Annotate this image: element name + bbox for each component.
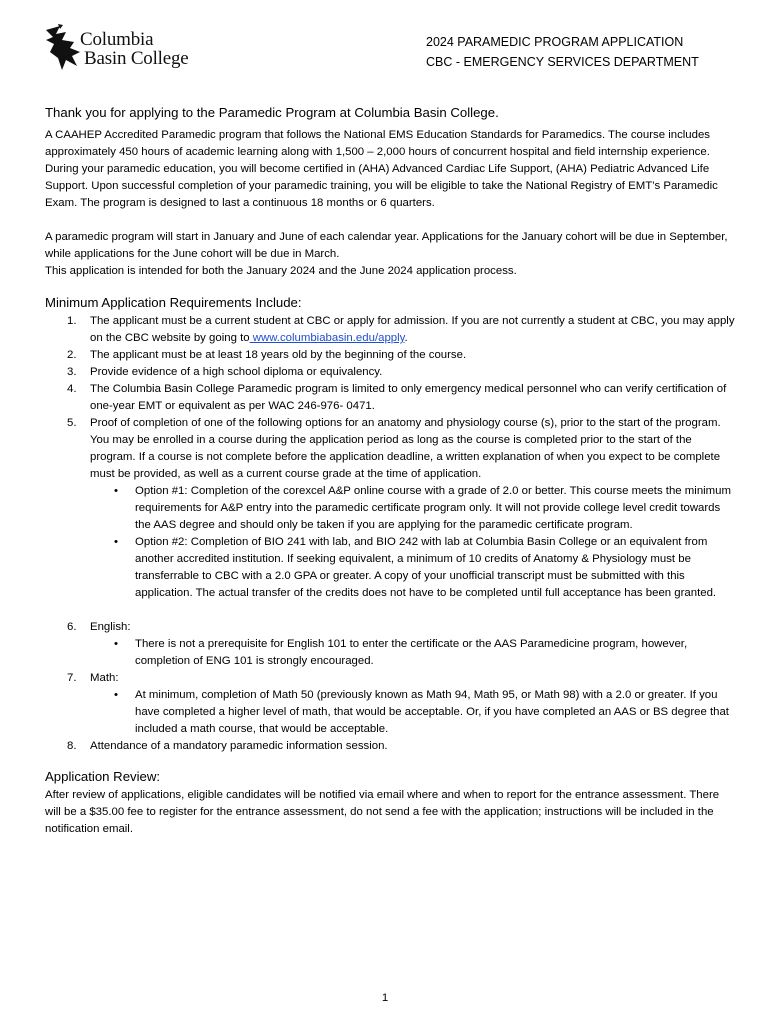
item-number: 3.	[67, 366, 77, 378]
list-item	[45, 738, 735, 755]
program-title: 2024 PARAMEDIC PROGRAM APPLICATION	[426, 35, 684, 49]
apply-link[interactable]: www.columbiabasin.edu/apply	[249, 332, 405, 344]
sub-text: At minimum, completion of Math 50 (previously known as Math 94, Math 95, or Math 98) with a 2.0 or greater. If you have completed a higher level of math, that would be acceptable. Or, if you have completed an AAS or BS degree that included a math course, that would be acceptable.	[135, 689, 729, 735]
list-item	[45, 364, 735, 381]
application-scope-paragraph: This application is intended for both the January 2024 and the June 2024 application process.	[45, 265, 517, 277]
requirement-text: English:	[90, 621, 131, 633]
bullet-icon: •	[114, 638, 118, 650]
requirement-text: Proof of completion of one of the following options for an anatomy and physiology course (s), prior to the start of the program. You may be enrolled in a course during the application period as long as the course is completed prior to the start of the program. If a course is not complete before the application deadline, a written explanation of when you expect to be complete must be provided, as well as a current course grade at the time of application.	[90, 417, 721, 480]
requirement-text: Attendance of a mandatory paramedic information session.	[90, 740, 388, 752]
requirement-text: Math:	[90, 672, 119, 684]
requirement-text: The Columbia Basin College Paramedic program is limited to only emergency medical personnel who can verify certification of one-year EMT or equivalent as per WAC 246-976- 0471.	[90, 383, 727, 412]
requirements-heading: Minimum Application Requirements Include:	[45, 295, 302, 310]
hawk-logo-icon	[44, 22, 84, 72]
list-item	[45, 381, 735, 415]
option-text: Option #2: Completion of BIO 241 with lab, and BIO 242 with lab at Columbia Basin College or an equivalent from another accredited institution. If seeking equivalent, a minimum of 10 credits of Anatomy & Physiology must be transferrable to CBC with a 2.0 GPA or greater. A copy of your unofficial transcript must be submitted with this application. The actual transfer of the credits does not have to be completed until full acceptance has been granted.	[135, 536, 717, 599]
list-item	[45, 670, 735, 738]
list-item	[90, 636, 735, 670]
college-logo	[44, 22, 214, 74]
item-number: 5.	[67, 417, 77, 429]
item-number: 4.	[67, 383, 77, 395]
requirement-text: The applicant must be a current student at CBC or apply for admission. If you are not currently a student at CBC, you may apply on the CBC website by going to	[90, 315, 735, 344]
bullet-icon: •	[114, 689, 118, 701]
list-item	[45, 313, 735, 347]
list-item	[90, 483, 735, 534]
option-text: Option #1: Completion of the corexcel A&P online course with a grade of 2.0 or better. This course meets the minimum requirements for A&P entry into the paramedic certificate program only. It will not provide college level credit towards the AAS degree and should only be taken if you are applying for the paramedic certificate program.	[135, 485, 731, 531]
requirement-text: The applicant must be at least 18 years old by the beginning of the course.	[90, 349, 467, 361]
review-paragraph: After review of applications, eligible candidates will be notified via email where and when to report for the entrance assessment. There will be a $35.00 fee to register for the entrance assessment, do not send a fee with the application; instructions will be included in the notification email.	[45, 789, 720, 835]
item-number: 6.	[67, 621, 77, 633]
item-number: 8.	[67, 740, 77, 752]
logo-line-2: Basin College	[84, 48, 189, 69]
requirement-text-end: .	[404, 332, 408, 344]
list-item	[90, 687, 735, 738]
page-number: 1	[381, 992, 389, 1004]
sub-list	[90, 636, 735, 670]
intro-heading: Thank you for applying to the Paramedic Program at Columbia Basin College.	[45, 105, 499, 120]
list-item	[45, 415, 735, 619]
bullet-icon: •	[114, 536, 118, 548]
sub-list	[90, 687, 735, 738]
review-heading: Application Review:	[45, 769, 161, 784]
requirement-text: Provide evidence of a high school diploma or equivalency.	[90, 366, 383, 378]
list-item	[90, 534, 735, 602]
intro-paragraph: A CAAHEP Accredited Paramedic program that follows the National EMS Education Standards for Paramedics. The course includes approximately 450 hours of academic learning along with 1,500 – 2,000 hours of concurrent hospital and field internship experience. During your paramedic education, you will become certified in (AHA) Advanced Cardiac Life Support, (AHA) Pediatric Advanced Life Support. Upon successful completion of your paramedic training, you will be eligible to take the National Registry of EMT’s Paramedic Exam. The program is designed to last a continuous 18 months or 6 quarters.	[45, 129, 718, 209]
item-number: 7.	[67, 672, 77, 684]
sub-text: There is not a prerequisite for English 101 to enter the certificate or the AAS Paramedicine program, however, completion of ENG 101 is strongly encouraged.	[135, 638, 688, 667]
item-number: 1.	[67, 315, 77, 327]
logo-line-1: Columbia	[80, 29, 154, 50]
list-item	[45, 619, 735, 670]
bullet-icon: •	[114, 485, 118, 497]
option-list	[90, 483, 735, 602]
list-item	[45, 347, 735, 364]
logo-wordmark	[80, 30, 189, 68]
requirements-list	[45, 313, 735, 755]
item-number: 2.	[67, 349, 77, 361]
department-title: CBC - EMERGENCY SERVICES DEPARTMENT	[426, 55, 699, 69]
document-body	[45, 104, 735, 838]
cohort-paragraph: A paramedic program will start in January and June of each calendar year. Applications for the January cohort will be due in September, while applications for the June cohort will be due in March.	[45, 231, 728, 260]
document-header	[426, 32, 699, 72]
